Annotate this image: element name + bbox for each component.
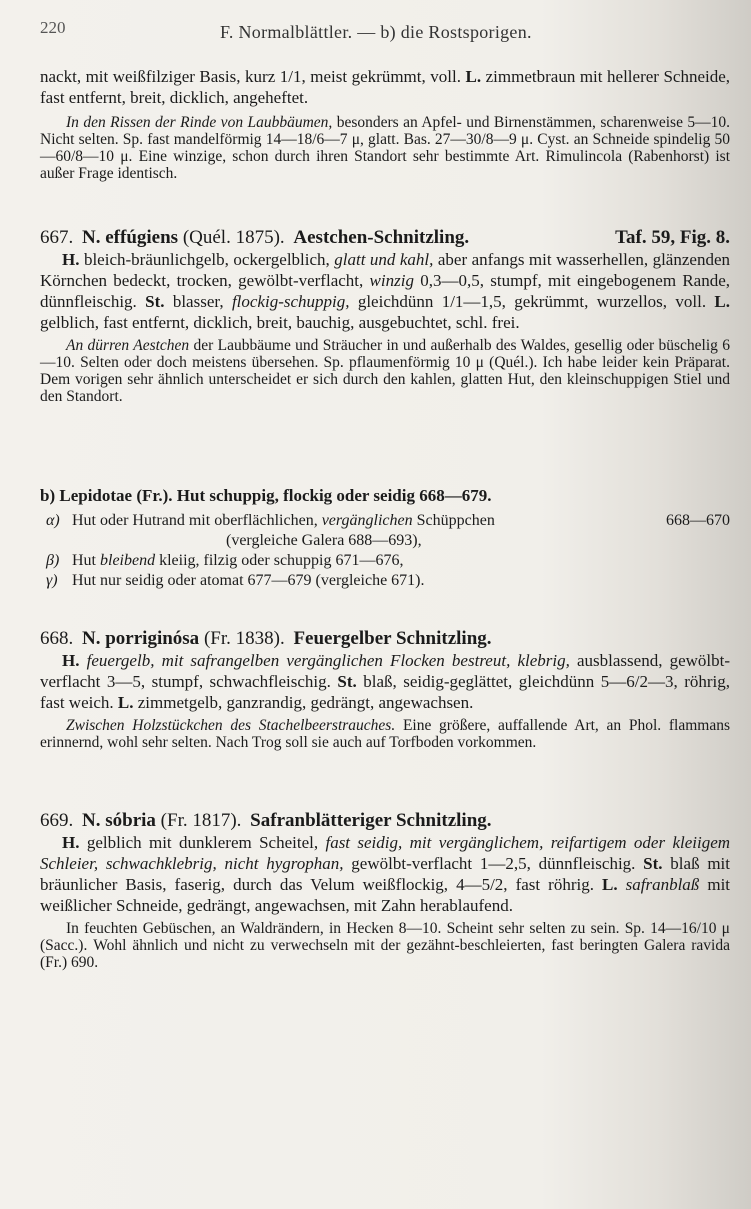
prev-entry-body: nackt, mit weißfilziger Basis, kurz 1/1, meist gekrümmt, voll. L. zimmetbraun mit hellerer Schneide, fast entfernt, breit, dicklich, angeheftet. [40, 67, 731, 107]
section-lepidotae [40, 485, 730, 591]
key-line-alpha: α) Hut oder Hutrand mit oberflächlichen, vergänglichen Schüppchen 668—670 [46, 512, 730, 529]
entry-667 [40, 226, 730, 405]
entry-668 [40, 627, 730, 751]
entry-667-habitat: An dürren Aestchen der Laubbäume und Sträucher in und außerhalb des Waldes, gesellig oder büschelig 6—10. Selten oder doch meistens übersehen. Sp. pflaumenförmig 10 μ (Quél.). Ich habe leider kein Präparat. Dem vorigen sehr ähnlich unterscheidet er sich durch den kahlen, glatten Hut, den kleinschuppigen Stiel und den Standort. [40, 337, 730, 405]
entry-668-description: H. feuergelb, mit safrangelben vergänglichen Flocken bestreut, klebrig, ausblassend, gewölbt-verflacht 3—5, stumpf, schwachfleischig. St. blaß, seidig-geglättet, gleichdünn 5—6/2—3, röhrig, fast weich. L. zimmetgelb, ganzrandig, gedrängt, angewachsen. [40, 651, 731, 712]
entry-669 [40, 809, 730, 971]
entry-667-description: H. bleich-bräunlichgelb, ockergelblich, glatt und kahl, aber anfangs mit wasserhellen, glänzenden Körnchen bedeckt, trocken, gewölbt-verflacht, winzig 0,3—0,5, stumpf, mit eingebogenem Rande, dünnfleischig. St. blasser, flockig-schuppig, gleichdünn 1/1—1,5, gekrümmt, wurzellos, voll. L. gelblich, fast entfernt, dicklich, breit, bauchig, ausgebuchtet, schl. frei. [40, 250, 731, 332]
page-number: 220 [40, 18, 66, 37]
running-title: F. Normalblättler. — b) die Rostsporigen. [220, 22, 532, 42]
entry-668-habitat: Zwischen Holzstückchen des Stachelbeerstrauches. Eine größere, auffallende Art, an Phol. flammans erinnernd, wohl sehr selten. Nach Trog soll sie auch auf Torfboden vorkommen. [40, 717, 731, 751]
key-line-beta: β) Hut bleibend kleiig, filzig oder schuppig 671—676, [46, 552, 404, 569]
book-page [40, 18, 730, 971]
previous-entry-continuation [40, 66, 730, 182]
entry-669-heading: 669. N. sóbria (Fr. 1817). Safranblätteriger Schnitzling. [40, 810, 492, 831]
entry-669-description: H. gelblich mit dunklerem Scheitel, fast seidig, mit vergänglichem, reifartigem oder kleiigem Schleier, schwachklebrig, nicht hygrophan, gewölbt-verflacht 1—2,5, dünnfleischig. St. blaß mit bräunlicher Basis, faserig, durch das Velum weißflockig, 4—5/2, fast röhrig. L. safranblaß mit weißlicher Schneide, gedrängt, angewachsen, mit Zahn herablaufend. [40, 833, 731, 915]
entry-667-heading: 667. N. effúgiens (Quél. 1875). Aestchen-Schnitzling. Taf. 59, Fig. 8. [40, 227, 730, 248]
page-header [40, 18, 730, 46]
key-line-alpha-sub: (vergleiche Galera 688—693), [226, 532, 422, 549]
key-line-gamma: γ) Hut nur seidig oder atomat 677—679 (vergleiche 671). [46, 572, 425, 589]
entry-669-habitat: In feuchten Gebüschen, an Waldrändern, in Hecken 8—10. Scheint sehr selten zu sein. Sp. 14—16/10 μ (Sacc.). Wohl ähnlich und nicht zu verwechseln mit der gezähnt-beschleierten, fast beringten Galera ravida (Fr.) 690. [40, 920, 730, 971]
entry-668-heading: 668. N. porriginósa (Fr. 1838). Feuergelber Schnitzling. [40, 628, 492, 649]
plate-reference: Taf. 59, Fig. 8. [615, 227, 730, 248]
prev-entry-habitat: In den Rissen der Rinde von Laubbäumen, besonders an Apfel- und Birnenstämmen, scharenweise 5—10. Nicht selten. Sp. fast mandelförmig 14—18/6—7 μ, glatt. Bas. 27—30/8—9 μ. Cyst. an Schneide spindelig 50—60/8—10 μ. Eine winzige, schon durch ihren Standort sehr bestimmte Art. Rimulincola (Rabenhorst) ist außer Frage identisch. [40, 114, 730, 182]
section-heading: b) Lepidotae (Fr.). Hut schuppig, flockig oder seidig 668—679. [40, 486, 492, 505]
